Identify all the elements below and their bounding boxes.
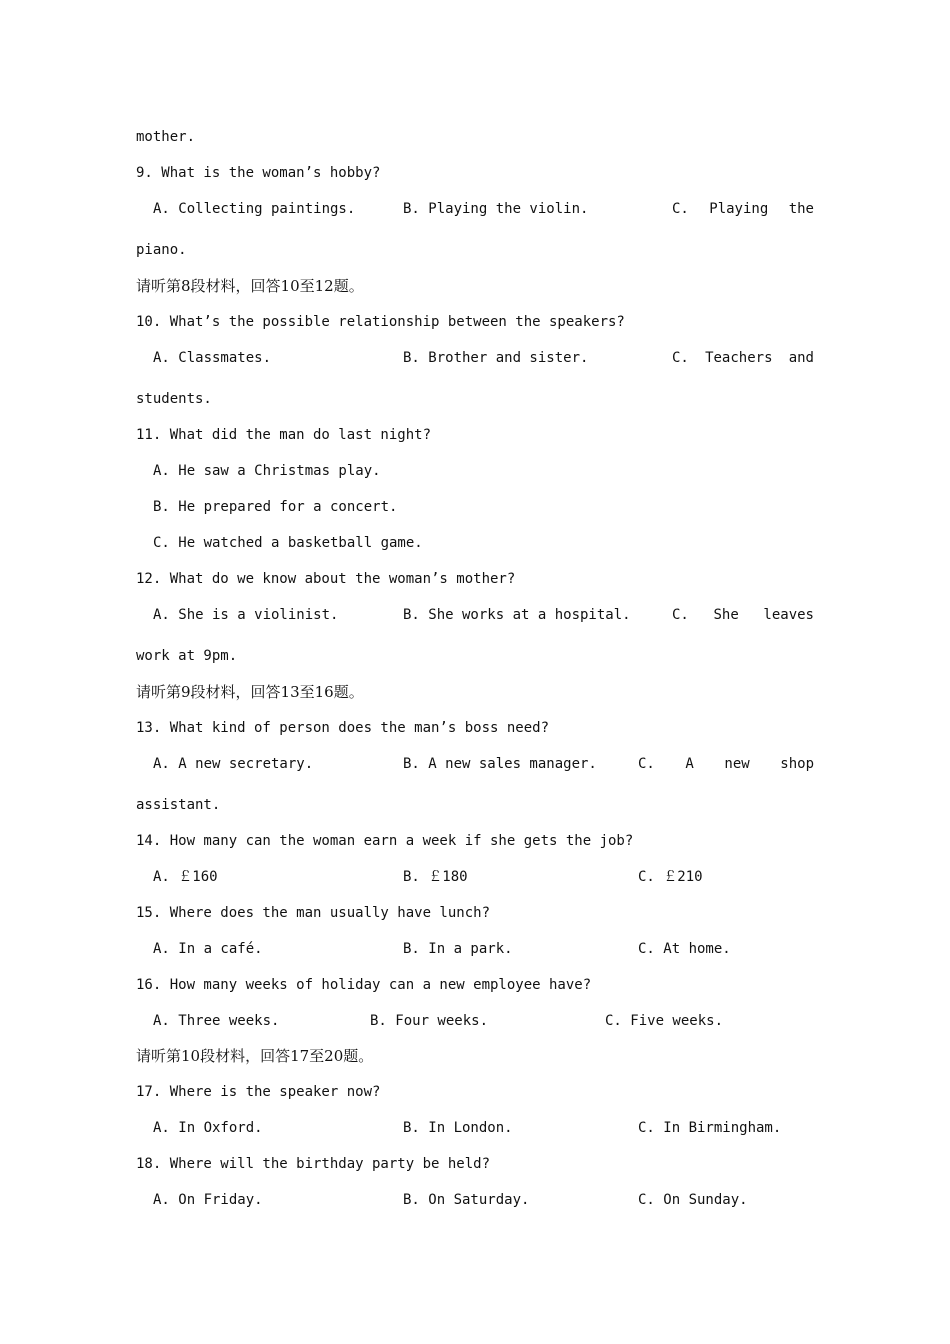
q13-c-word: C.: [638, 756, 655, 772]
q17-option-a: A. In Oxford.: [153, 1120, 263, 1136]
q10-c-word: and: [788, 350, 814, 366]
question-18: 18. Where will the birthday party be held?: [136, 1156, 491, 1172]
question-14: 14. How many can the woman earn a week if she gets the job?: [136, 833, 634, 849]
q13-option-a: A. A new secretary.: [153, 756, 314, 772]
q15-option-c: C. At home.: [638, 941, 731, 957]
q14-option-a: A. ￡160: [153, 869, 218, 885]
question-10: 10. What’s the possible relationship between the speakers?: [136, 314, 625, 330]
q9-c-word: the: [788, 201, 814, 217]
q12-option-a: A. She is a violinist.: [153, 607, 339, 623]
q12-option-c: [672, 605, 814, 625]
q18-option-c: C. On Sunday.: [638, 1192, 748, 1208]
q13-option-b: B. A new sales manager.: [403, 756, 597, 772]
q10-option-a: A. Classmates.: [153, 350, 272, 366]
question-11: 11. What did the man do last night?: [136, 427, 432, 443]
q13-c-word: new: [724, 756, 750, 772]
q10-option-c-cont: students.: [136, 391, 212, 407]
q17-option-b: B. In London.: [403, 1120, 513, 1136]
question-9: 9. What is the woman’s hobby?: [136, 165, 381, 181]
q13-option-c: [638, 754, 814, 774]
q13-c-word: shop: [780, 756, 814, 772]
q10-option-c: [672, 348, 814, 368]
q16-option-b: B. Four weeks.: [370, 1013, 489, 1029]
q10-option-b: B. Brother and sister.: [403, 350, 589, 366]
q13-c-word: A: [685, 756, 694, 772]
q14-option-c: C. ￡210: [638, 869, 703, 885]
section-10-instruction: 请听第10段材料，回答17至20题。: [136, 1047, 374, 1065]
question-12: 12. What do we know about the woman’s mother?: [136, 571, 516, 587]
q17-option-c: C. In Birmingham.: [638, 1120, 782, 1136]
q9-option-a: A. Collecting paintings.: [153, 201, 356, 217]
q11-option-a: A. He saw a Christmas play.: [153, 463, 381, 479]
q10-c-word: C.: [672, 350, 689, 366]
q12-option-c-cont: work at 9pm.: [136, 648, 238, 664]
q10-c-word: Teachers: [705, 350, 773, 366]
q12-c-word: leaves: [763, 607, 814, 623]
q9-option-c-cont: piano.: [136, 242, 187, 258]
q9-c-word: Playing: [709, 201, 769, 217]
question-15: 15. Where does the man usually have lunch?: [136, 905, 491, 921]
q9-c-word: C.: [672, 201, 689, 217]
q9-option-c: [672, 199, 814, 219]
q12-c-word: C.: [672, 607, 689, 623]
q15-option-a: A. In a café.: [153, 941, 263, 957]
question-17: 17. Where is the speaker now?: [136, 1084, 381, 1100]
continued-text: mother.: [136, 129, 196, 145]
q11-option-c: C. He watched a basketball game.: [153, 535, 423, 551]
section-9-instruction: 请听第9段材料，回答13至16题。: [136, 683, 364, 701]
q12-c-word: She: [713, 607, 739, 623]
question-13: 13. What kind of person does the man’s boss need?: [136, 720, 550, 736]
q15-option-b: B. In a park.: [403, 941, 513, 957]
section-8-instruction: 请听第8段材料，回答10至12题。: [136, 277, 364, 295]
q14-option-b: B. ￡180: [403, 869, 468, 885]
q13-option-c-cont: assistant.: [136, 797, 221, 813]
q16-option-c: C. Five weeks.: [605, 1013, 724, 1029]
q9-option-b: B. Playing the violin.: [403, 201, 589, 217]
q18-option-b: B. On Saturday.: [403, 1192, 530, 1208]
q11-option-b: B. He prepared for a concert.: [153, 499, 398, 515]
q12-option-b: B. She works at a hospital.: [403, 607, 631, 623]
q18-option-a: A. On Friday.: [153, 1192, 263, 1208]
q16-option-a: A. Three weeks.: [153, 1013, 280, 1029]
question-16: 16. How many weeks of holiday can a new employee have?: [136, 977, 592, 993]
